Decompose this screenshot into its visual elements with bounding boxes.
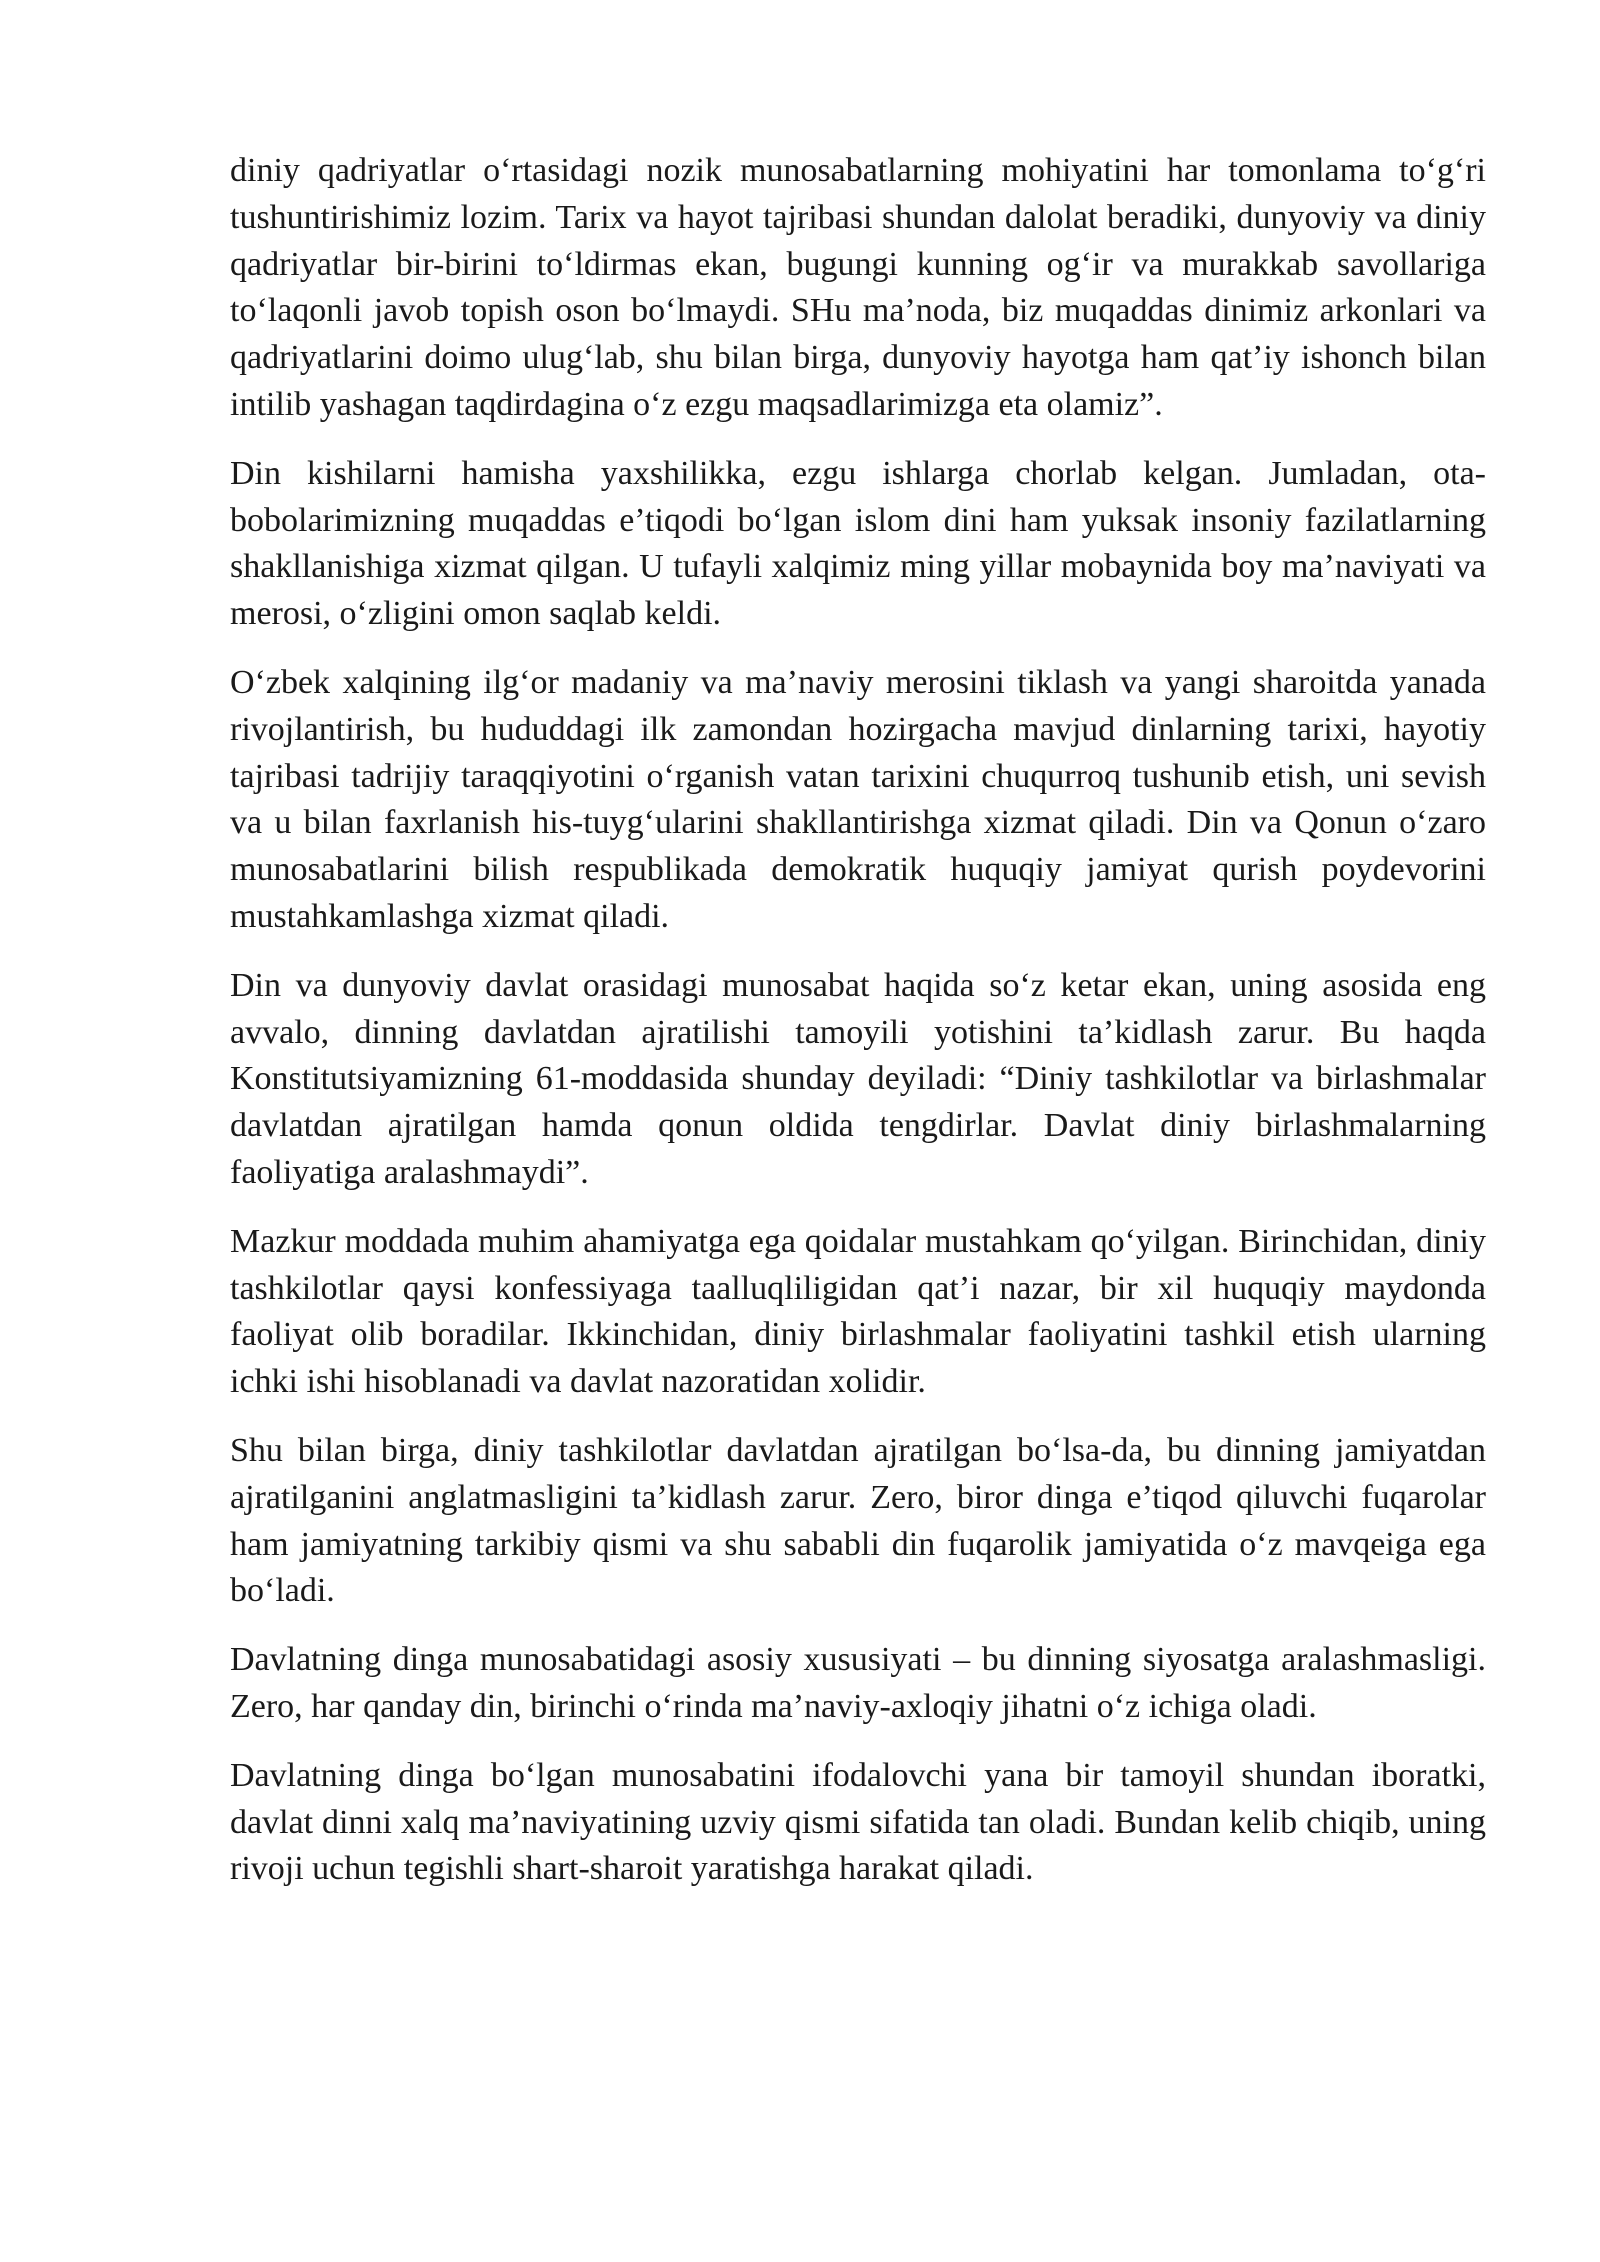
paragraph-4: Din va dunyoviy davlat orasidagi munosabat haqida so‘z ketar ekan, uning asosida eng avvalo, dinning davlatdan ajratilishi tamoyili yotishini ta’kidlash zarur. Bu haqda Konstitutsiyamizning 61-moddasida shunday deyiladi: “Diniy tashkilotlar va birlashmalar davlatdan ajratilgan hamda qonun oldida tengdirlar. Davlat diniy birlashmalarning faoliyatiga aralashmaydi”.: [230, 966, 1486, 1191]
document-body: [230, 148, 1486, 1915]
paragraph-1: diniy qadriyatlar o‘rtasidagi nozik munosabatlarning mohiyatini har tomonlama to‘g‘ri tushuntirishimiz lozim. Tarix va hayot tajribasi shundan dalolat beradiki, dunyoviy va diniy qadriyatlar bir-birini to‘ldirmas ekan, bugungi kunning og‘ir va murakkab savollariga to‘laqonli javob topish oson bo‘lmaydi. SHu ma’noda, biz muqaddas dinimiz arkonlari va qadriyatlarini doimo ulug‘lab, shu bilan birga, dunyoviy hayotga ham qat’iy ishonch bilan intilib yashagan taqdirdagina o‘z ezgu maqsadlarimizga eta olamiz”.: [230, 152, 1486, 423]
paragraph-2: Din kishilarni hamisha yaxshilikka, ezgu ishlarga chorlab kelgan. Jumladan, ota-bobolarimizning muqaddas e’tiqodi bo‘lgan islom dini ham yuksak insoniy fazilatlarning shakllanishiga xizmat qilgan. U tufayli xalqimiz ming yillar mobaynida boy ma’naviyati va merosi, o‘zligini omon saqlab keldi.: [230, 454, 1486, 633]
paragraph-6: Shu bilan birga, diniy tashkilotlar davlatdan ajratilgan bo‘lsa-da, bu dinning jamiyatdan ajratilganini anglatmasligini ta’kidlash zarur. Zero, biror dinga e’tiqod qiluvchi fuqarolar ham jamiyatning tarkibiy qismi va shu sababli din fuqarolik jamiyatida o‘z mavqeiga ega bo‘ladi.: [230, 1431, 1486, 1610]
paragraph-7: Davlatning dinga munosabatidagi asosiy xususiyati – bu dinning siyosatga aralashmasligi. Zero, har qanday din, birinchi o‘rinda ma’naviy-axloqiy jihatni o‘z ichiga oladi.: [230, 1641, 1486, 1725]
paragraph-8: Davlatning dinga bo‘lgan munosabatini ifodalovchi yana bir tamoyil shundan iboratki, davlat dinni xalq ma’naviyatining uzviy qismi sifatida tan oladi. Bundan kelib chiqib, uning rivoji uchun tegishli shart-sharoit yaratishga harakat qiladi.: [230, 1756, 1486, 1888]
paragraph-3: O‘zbek xalqining ilg‘or madaniy va ma’naviy merosini tiklash va yangi sharoitda yanada rivojlantirish, bu hududdagi ilk zamondan hozirgacha mavjud dinlarning tarixi, hayotiy tajribasi tadrijiy taraqqiyotini o‘rganish vatan tarixini chuqurroq tushunib etish, uni sevish va u bilan faxrlanish his-tuyg‘ularini shakllantirishga xizmat qiladi. Din va Qonun o‘zaro munosabatlarini bilish respublikada demokratik huquqiy jamiyat qurish poydevorini mustahkamlashga xizmat qiladi.: [230, 663, 1486, 935]
paragraph-5: Mazkur moddada muhim ahamiyatga ega qoidalar mustahkam qo‘yilgan. Birinchidan, diniy tashkilotlar qaysi konfessiyaga taalluqliligidan qat’i nazar, bir xil huquqiy maydonda faoliyat olib boradilar. Ikkinchidan, diniy birlashmalar faoliyatini tashkil etish ularning ichki ishi hisoblanadi va davlat nazoratidan xolidir.: [230, 1222, 1486, 1401]
